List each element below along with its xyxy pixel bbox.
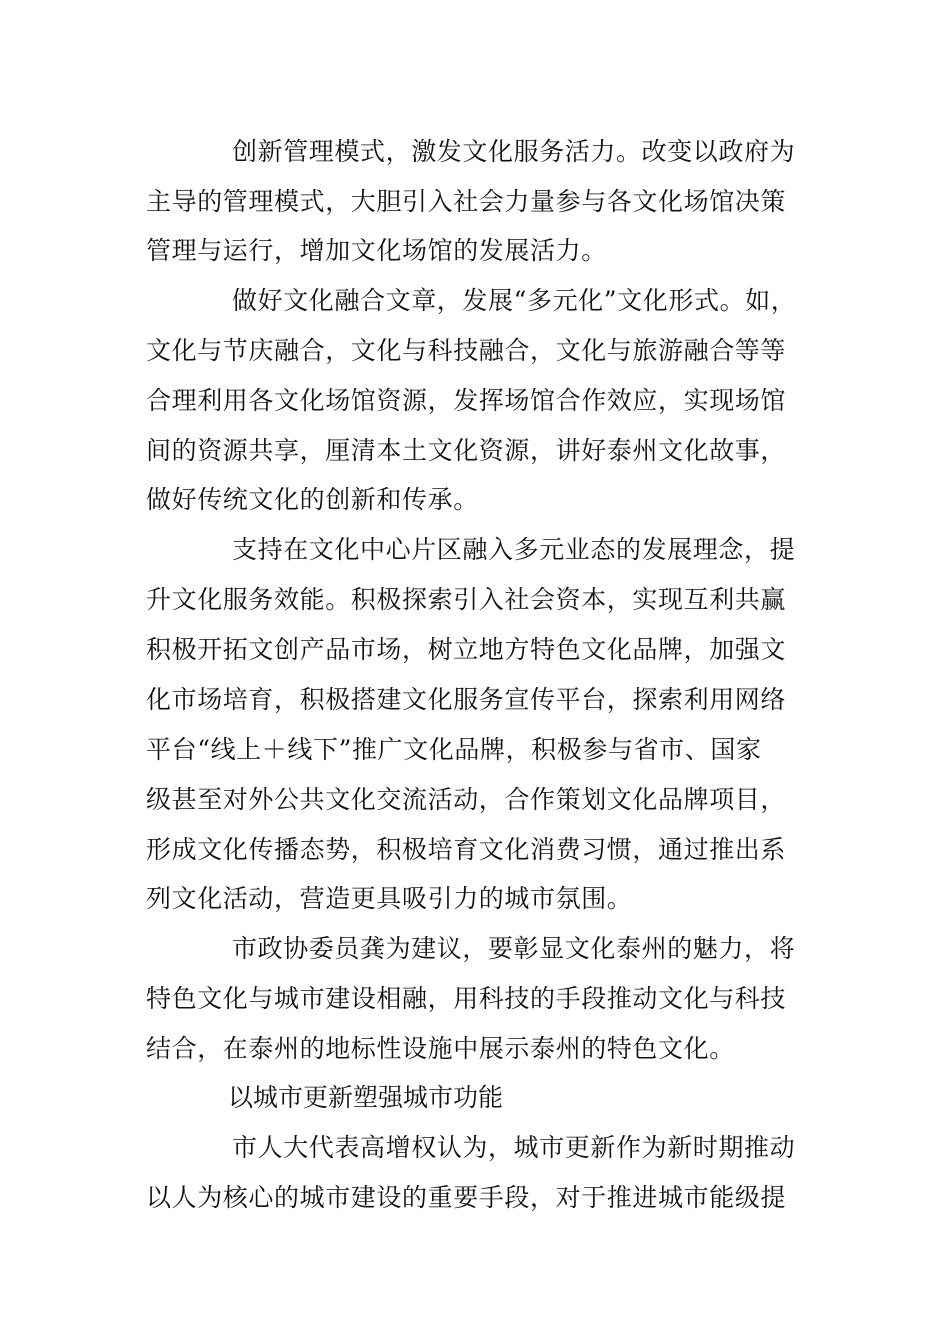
paragraph-3-line-6: 级甚至对外公共文化交流活动，合作策划文化品牌项目， bbox=[146, 785, 787, 814]
section-heading: 以城市更新塑强城市功能 bbox=[228, 1083, 504, 1112]
paragraph-2-line-2: 文化与节庆融合，文化与科技融合，文化与旅游融合等等 bbox=[146, 336, 787, 365]
paragraph-3-line-2: 升文化服务效能。积极探索引入社会资本，实现互利共赢 bbox=[146, 585, 787, 614]
paragraph-4-line-1: 市政协委员龚为建议，要彰显文化泰州的魅力，将 bbox=[232, 934, 796, 963]
paragraph-3-line-5: 平台“线上＋线下”推广文化品牌，积极参与省市、国家 bbox=[146, 735, 762, 764]
paragraph-4-line-3: 结合，在泰州的地标性设施中展示泰州的特色文化。 bbox=[146, 1034, 735, 1063]
paragraph-4-line-2: 特色文化与城市建设相融，用科技的手段推动文化与科技 bbox=[146, 984, 787, 1013]
paragraph-1-line-3: 管理与运行，增加文化场馆的发展活力。 bbox=[146, 236, 607, 265]
paragraph-3-line-8: 列文化活动，营造更具吸引力的城市氛围。 bbox=[146, 884, 633, 913]
paragraph-2-line-1: 做好文化融合文章，发展“多元化”文化形式。如， bbox=[232, 286, 797, 315]
paragraph-2-line-5: 做好传统文化的创新和传承。 bbox=[146, 485, 479, 514]
paragraph-5-line-1: 市人大代表高增权认为，城市更新作为新时期推动 bbox=[232, 1133, 796, 1162]
paragraph-5-line-2: 以人为核心的城市建设的重要手段，对于推进城市能级提 bbox=[146, 1183, 787, 1212]
paragraph-3-line-4: 化市场培育，积极搭建文化服务宣传平台，探索利用网络 bbox=[146, 685, 787, 714]
paragraph-3-line-3: 积极开拓文创产品市场，树立地方特色文化品牌，加强文 bbox=[146, 635, 787, 664]
paragraph-3-line-7: 形成文化传播态势，积极培育文化消费习惯，通过推出系 bbox=[146, 835, 787, 864]
paragraph-3-line-1: 支持在文化中心片区融入多元业态的发展理念，提 bbox=[232, 535, 796, 564]
paragraph-1-line-1: 创新管理模式，激发文化服务活力。改变以政府为 bbox=[232, 137, 796, 166]
paragraph-2-line-4: 间的资源共享，厘清本土文化资源，讲好泰州文化故事， bbox=[146, 436, 787, 465]
paragraph-2-line-3: 合理利用各文化场馆资源，发挥场馆合作效应，实现场馆 bbox=[146, 386, 787, 415]
paragraph-1-line-2: 主导的管理模式，大胆引入社会力量参与各文化场馆决策 bbox=[146, 187, 787, 216]
